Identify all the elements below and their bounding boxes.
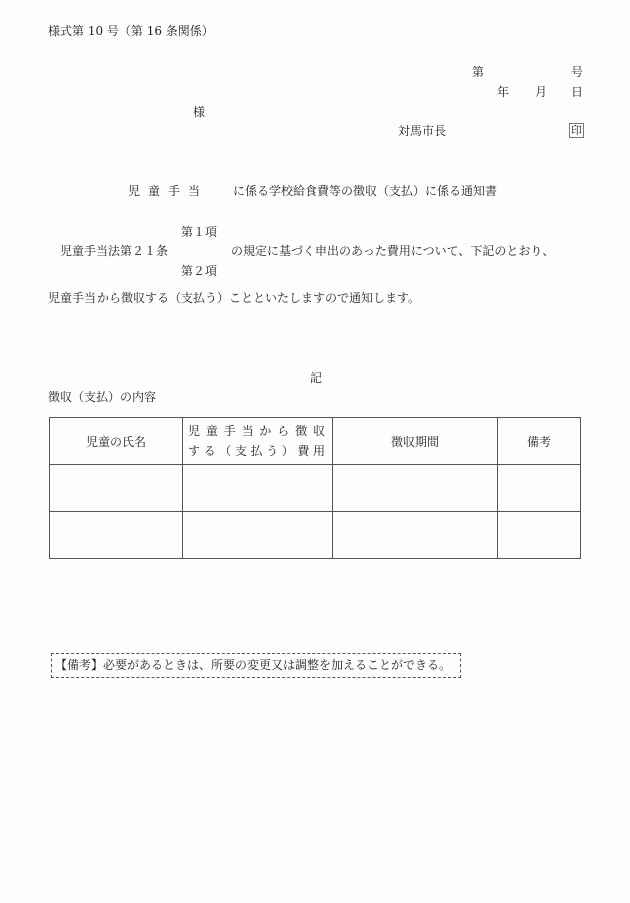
cell-remarks[interactable] bbox=[498, 465, 581, 512]
date-month-label: 月 bbox=[535, 85, 548, 99]
document-number-suffix: 号 bbox=[571, 65, 584, 79]
form-number: 様式第 10 号（第 16 条関係） bbox=[48, 24, 214, 38]
column-header-child-name: 児童の氏名 bbox=[50, 418, 183, 465]
remarks-note-text: 【備考】必要があるときは、所要の変更又は調整を加えることができる。 bbox=[55, 658, 452, 672]
document-number-prefix: 第 bbox=[472, 65, 485, 79]
paragraph-item2: 第２項 bbox=[181, 264, 218, 278]
content-table bbox=[49, 417, 581, 559]
cell-period[interactable] bbox=[333, 512, 498, 559]
fee-header-line2: する（支払う）費用 bbox=[188, 444, 327, 458]
addressee-honorific: 様 bbox=[193, 105, 206, 119]
paragraph-item1: 第１項 bbox=[181, 225, 218, 239]
remarks-note-box bbox=[51, 653, 461, 678]
column-header-remarks: 備考 bbox=[498, 418, 581, 465]
table-row bbox=[50, 512, 581, 559]
cell-period[interactable] bbox=[333, 465, 498, 512]
cell-child-name[interactable] bbox=[50, 465, 183, 512]
cell-fee[interactable] bbox=[183, 512, 333, 559]
section-title: 徴収（支払）の内容 bbox=[48, 390, 157, 404]
fee-header-line1: 児童手当から徴収 bbox=[188, 424, 327, 438]
record-heading: 記 bbox=[310, 371, 323, 385]
paragraph-main-text: の規定に基づく申出のあった費用について、下記のとおり、 bbox=[231, 244, 555, 258]
seal-mark: 印 bbox=[571, 124, 582, 137]
paragraph-benefit-name: 児童手当 bbox=[48, 291, 97, 305]
date-day-label: 日 bbox=[571, 85, 584, 99]
cell-remarks[interactable] bbox=[498, 512, 581, 559]
column-header-fee bbox=[183, 418, 333, 465]
column-header-period: 徴収期間 bbox=[333, 418, 498, 465]
issuer-name: 対馬市長 bbox=[398, 124, 447, 138]
paragraph-law-reference: 児童手当法第２１条 bbox=[60, 244, 169, 258]
cell-fee[interactable] bbox=[183, 465, 333, 512]
page-title: に係る学校給食費等の徴収（支払）に係る通知書 bbox=[233, 184, 498, 198]
date-year-label: 年 bbox=[497, 85, 510, 99]
title-benefit-name: 児童手当 bbox=[128, 184, 209, 198]
table-row bbox=[50, 465, 581, 512]
table-header-row bbox=[50, 418, 581, 465]
paragraph-conclusion: から徴収する（支払う）ことといたしますので通知します。 bbox=[97, 291, 421, 305]
cell-child-name[interactable] bbox=[50, 512, 183, 559]
